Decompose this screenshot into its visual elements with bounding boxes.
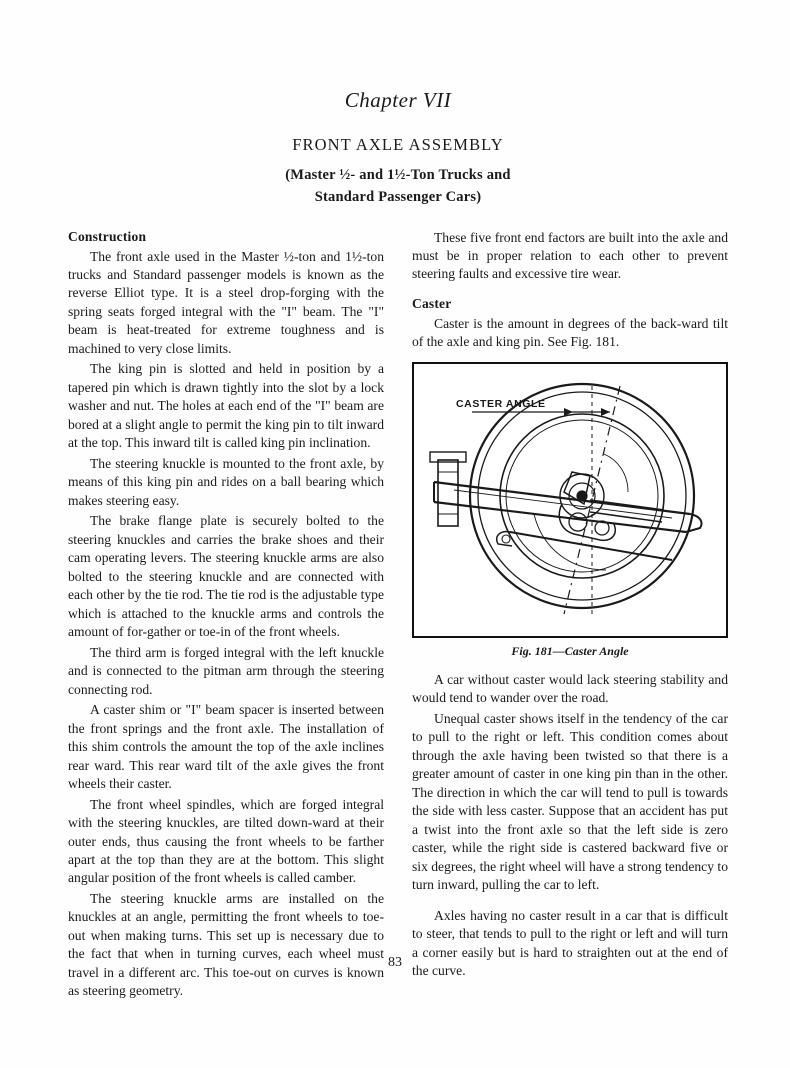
- section-heading-construction: Construction: [68, 228, 147, 244]
- paragraph: The front wheel spindles, which are forged integral with the steering knuckles, are tilted down-ward at their outer ends, thus causing the front wheels to be farther apart at the top than they are at the bottom. This slight angular position of the front wheels is called camber.: [68, 796, 384, 886]
- section-heading-caster: Caster: [412, 295, 452, 311]
- page-number: 83: [388, 955, 402, 970]
- chapter-title: Chapter VII: [344, 88, 452, 112]
- page-content: [68, 88, 728, 1003]
- paragraph: The brake flange plate is securely bolted to the steering knuckles and carries the brake shoes and their cam operating levers. The steering knuckle arms are also bolted to the steering knuckle and are connected with each other by the tie rod. The tie rod is the adjustable type which is attached to the knuckle arms and controls the amount of for-gather or toe-in of the front wheels.: [68, 513, 384, 640]
- paragraph: The third arm is forged integral with the left knuckle and is connected to the pitman arm through the steering connecting rod.: [68, 644, 384, 697]
- two-column-body: [68, 229, 728, 1003]
- figure-caster-angle-label: CASTER ANGLE: [456, 397, 546, 410]
- page-subtitle-line1: (Master ½- and 1½-Ton Trucks and: [285, 167, 511, 183]
- paragraph: Axles having no caster result in a car that is difficult to steer, that tends to pull to the right or left and will turn a corner easily but is hard to straighten out at the end of the curve.: [412, 907, 728, 979]
- figure-caster-angle: [412, 362, 728, 638]
- paragraph: The steering knuckle arms are installed on the knuckles at an angle, permitting the front wheels to toe-out when making turns. This set up is necessary due to the fact that when in turning curves, each wheel must travel in a different arc. This toe-out on curves is known as steering geometry.: [68, 890, 384, 999]
- paragraph: A caster shim or "I" beam spacer is inserted between the front springs and the front axle. The installation of this shim controls the amount the top of the axle inclines rear ward. This rear ward tilt of the axle gives the front wheels their caster.: [68, 702, 384, 792]
- paragraph: Unequal caster shows itself in the tendency of the car to pull to the right or left. This condition comes about through the axle having been twisted so that there is a greater amount of caster in one king pin than in the other. The direction in which the car will tend to pull is towards the side with less caster. Suppose that an accident has put a twist into the front axle so that the left side is zero caster, while the right side is castered backward five or six degrees, the right wheel will have a strong tendency to turn inward, pulling the car to left.: [412, 710, 728, 893]
- left-column: [68, 229, 384, 1003]
- page-title: FRONT AXLE ASSEMBLY: [292, 135, 504, 154]
- spacer: [412, 286, 728, 296]
- paragraph: These five front end factors are built into the axle and must be in proper relation to each other to prevent steering faults and excessive tire wear.: [412, 229, 728, 282]
- paragraph: A car without caster would lack steering stability and would tend to wander over the road.: [412, 671, 728, 706]
- page-subtitle: [68, 165, 728, 209]
- paragraph: Caster is the amount in degrees of the back-ward tilt of the axle and king pin. See Fig. 181.: [412, 315, 728, 350]
- paragraph: The front axle used in the Master ½-ton and 1½-ton trucks and Standard passenger models is known as the reverse Elliot type. It is a steel drop-forging with the spring seats forged integral with the "I" beam. The "I" beam is heat-treated for extreme toughness and is machined to very close limits.: [68, 248, 384, 356]
- figure-caption: Fig. 181—Caster Angle: [511, 643, 629, 658]
- page-subtitle-line2: Standard Passenger Cars): [314, 188, 482, 205]
- paragraph: The king pin is slotted and held in position by a tapered pin which is drawn tightly into the slot by a lock washer and nut. The holes at each end of the "I" beam are bored at a slight angle to permit the king pin to tilt inward at the top. This inward tilt is called king pin inclination.: [68, 361, 384, 451]
- right-column: [412, 229, 728, 983]
- spacer: [412, 897, 728, 907]
- paragraph: The steering knuckle is mounted to the front axle, by means of this king pin and rides on a ball bearing which makes steering easy.: [68, 455, 384, 508]
